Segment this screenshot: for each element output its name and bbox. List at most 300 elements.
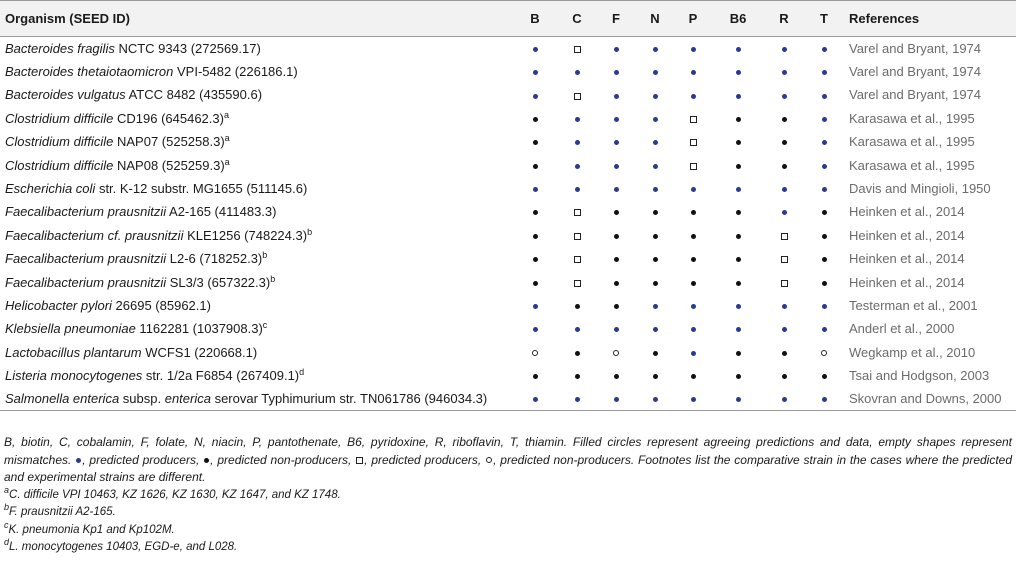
strain-id: str. 1/2a F6854 (267409.1)	[142, 368, 300, 384]
vitamin-cell	[804, 341, 844, 364]
table-row	[0, 317, 1016, 340]
blue-dot-icon	[822, 47, 827, 52]
header-t: T	[804, 1, 844, 37]
black-dot-icon	[575, 351, 580, 356]
vitamin-cell	[512, 341, 558, 364]
empty-square-icon	[356, 457, 363, 464]
vitamin-cell	[674, 270, 712, 293]
blue-dot-icon	[533, 397, 538, 402]
blue-dot-icon	[614, 164, 619, 169]
vitamin-cell	[512, 364, 558, 387]
blue-dot-icon	[736, 397, 741, 402]
vitamin-cell	[764, 270, 804, 293]
vitamin-cell	[596, 177, 636, 200]
vitamin-cell	[712, 247, 764, 270]
vitamin-cell	[512, 224, 558, 247]
organism-name: Clostridium difficile	[5, 134, 114, 150]
reference-cell: Varel and Bryant, 1974	[849, 40, 982, 56]
empty-square-icon	[690, 163, 697, 170]
vitamin-cell	[804, 270, 844, 293]
black-dot-icon	[736, 351, 741, 356]
black-dot-icon	[736, 117, 741, 122]
reference-cell: Anderl et al., 2000	[849, 321, 955, 337]
strain-id: NAP08 (525259.3)	[113, 157, 225, 173]
vitamin-cell	[764, 224, 804, 247]
table-header-row	[0, 1, 1016, 37]
reference-cell: Heinken et al., 2014	[849, 251, 965, 267]
blue-dot-icon	[782, 397, 787, 402]
black-dot-icon	[691, 281, 696, 286]
vitamin-cell	[764, 107, 804, 130]
vitamin-cell	[636, 177, 674, 200]
vitamin-cell	[596, 200, 636, 223]
vitamin-cell	[636, 130, 674, 153]
blue-dot-icon	[782, 70, 787, 75]
table-row	[0, 270, 1016, 293]
organism-cell	[0, 177, 512, 200]
vitamin-cell	[636, 364, 674, 387]
table-row	[0, 224, 1016, 247]
vitamin-cell	[764, 177, 804, 200]
vitamin-cell	[674, 224, 712, 247]
footnote-mark: a	[4, 484, 10, 495]
blue-dot-icon	[653, 117, 658, 122]
strain-id: CD196 (645462.3)	[113, 110, 224, 126]
black-dot-icon	[533, 210, 538, 215]
vitamin-cell	[764, 364, 804, 387]
vitamin-cell	[512, 153, 558, 176]
strain-id: KLE1256 (748224.3)	[183, 227, 308, 243]
reference-cell: Skovran and Downs, 2000	[844, 387, 1016, 410]
blue-dot-icon	[575, 187, 580, 192]
vitamin-cell	[712, 270, 764, 293]
table-row	[0, 364, 1016, 387]
footnote-ref: d	[299, 367, 305, 378]
vitamin-cell	[558, 60, 596, 83]
vitamin-cell	[596, 247, 636, 270]
empty-circle-icon	[532, 350, 538, 356]
footnote-ref: b	[262, 250, 268, 261]
black-dot-icon	[691, 374, 696, 379]
black-dot-icon	[736, 257, 741, 262]
reference-cell: Karasawa et al., 1995	[849, 134, 975, 150]
header-references: References	[844, 1, 1016, 37]
reference-cell: Tsai and Hodgson, 2003	[849, 368, 990, 384]
footnote-ref: a	[224, 133, 230, 144]
vitamin-cell	[596, 107, 636, 130]
empty-square-icon	[574, 233, 581, 240]
legend-black-text: , predicted non-producers,	[210, 452, 352, 467]
organism-cell	[0, 130, 512, 153]
footnote-ref: b	[307, 226, 313, 237]
black-dot-icon	[533, 164, 538, 169]
vitamin-cell	[712, 224, 764, 247]
black-dot-icon	[533, 257, 538, 262]
blue-dot-icon	[736, 47, 741, 52]
reference-cell: Testerman et al., 2001	[849, 297, 978, 313]
black-dot-icon	[653, 281, 658, 286]
vitamin-cell	[512, 387, 558, 410]
black-dot-icon	[691, 234, 696, 239]
vitamin-cell	[674, 60, 712, 83]
blue-dot-icon	[533, 47, 538, 52]
black-dot-icon	[822, 257, 827, 262]
organism-name: Faecalibacterium prausnitzii	[5, 251, 167, 267]
strain-id: WCFS1 (220668.1)	[141, 344, 258, 360]
black-dot-icon	[736, 374, 741, 379]
black-dot-icon	[736, 140, 741, 145]
blue-dot-icon	[822, 397, 827, 402]
strain-id: L2-6 (718252.3)	[166, 251, 263, 267]
vitamin-cell	[804, 317, 844, 340]
black-dot-icon	[533, 281, 538, 286]
reference-cell: Karasawa et al., 1995	[849, 157, 975, 173]
vitamin-cell	[712, 364, 764, 387]
organism-cell	[0, 60, 512, 83]
empty-circle-icon	[613, 350, 619, 356]
organism-name: Clostridium difficile	[5, 110, 114, 126]
vitamin-cell	[674, 130, 712, 153]
vitamin-cell	[674, 341, 712, 364]
legend-paragraph	[4, 434, 1012, 487]
vitamin-cell	[712, 60, 764, 83]
vitamin-cell	[558, 37, 596, 60]
organism-name: Klebsiella pneumoniae	[5, 321, 136, 337]
vitamin-cell	[712, 130, 764, 153]
footnote-a	[4, 484, 1012, 505]
black-dot-icon	[782, 117, 787, 122]
vitamin-cell	[674, 37, 712, 60]
vitamin-cell	[596, 294, 636, 317]
strain-id-rest: serovar Typhimurium str. TN061786 (946034.3)	[210, 391, 488, 407]
organism-cell	[0, 224, 512, 247]
black-dot-icon	[822, 210, 827, 215]
organism-cell	[0, 317, 512, 340]
strain-id: subsp.	[119, 391, 165, 407]
vitamin-cell	[636, 37, 674, 60]
vitamin-cell	[512, 177, 558, 200]
organism-name: Bacteroides thetaiotaomicron	[5, 64, 174, 80]
vitamin-cell	[512, 60, 558, 83]
blue-dot-icon	[533, 304, 538, 309]
vitamin-cell	[804, 364, 844, 387]
blue-dot-icon	[614, 70, 619, 75]
vitamin-cell	[596, 387, 636, 410]
black-dot-icon	[614, 281, 619, 286]
organism-name: Faecalibacterium prausnitzii	[5, 204, 167, 220]
footnote-text: L. monocytogenes 10403, EGD-e, and L028.	[9, 541, 238, 553]
vitamin-cell	[804, 130, 844, 153]
blue-dot-icon	[822, 304, 827, 309]
blue-dot-icon	[782, 304, 787, 309]
footnote-text: F. prausnitzii A2-165.	[9, 506, 116, 518]
vitamin-cell	[512, 247, 558, 270]
black-dot-icon	[575, 374, 580, 379]
vitamin-cell	[712, 341, 764, 364]
blue-dot-icon	[575, 327, 580, 332]
blue-dot-icon	[691, 187, 696, 192]
vitamin-cell	[596, 270, 636, 293]
blue-dot-icon	[822, 164, 827, 169]
strain-id: SL3/3 (657322.3)	[166, 274, 271, 290]
organism-name: Bacteroides fragilis	[5, 40, 115, 56]
reference-cell: Heinken et al., 2014	[849, 274, 965, 290]
vitamin-cell	[804, 294, 844, 317]
black-dot-icon	[614, 257, 619, 262]
strain-id: 1162281 (1037908.3)	[135, 321, 263, 337]
blue-dot-icon	[782, 187, 787, 192]
vitamin-cell	[558, 317, 596, 340]
blue-dot-icon	[614, 47, 619, 52]
vitamin-cell	[804, 387, 844, 410]
vitamin-cell	[804, 200, 844, 223]
organism-cell	[0, 247, 512, 270]
black-dot-icon	[575, 304, 580, 309]
blue-dot-icon	[575, 397, 580, 402]
blue-dot-icon	[76, 458, 81, 463]
organism-cell	[0, 107, 512, 130]
organism-cell	[0, 83, 512, 106]
organism-name: Helicobacter pylori	[5, 297, 112, 313]
black-dot-icon	[782, 140, 787, 145]
vitamin-cell	[596, 317, 636, 340]
strain-id: A2-165 (411483.3)	[166, 204, 277, 220]
empty-circle-icon	[486, 457, 492, 463]
organism-name: Escherichia coli	[5, 181, 96, 197]
empty-square-icon	[781, 233, 788, 240]
header-c: C	[558, 1, 596, 37]
vitamin-cell	[804, 60, 844, 83]
blue-dot-icon	[822, 94, 827, 99]
footnote-ref: a	[223, 109, 229, 120]
vitamin-cell	[712, 83, 764, 106]
header-organism: Organism (SEED ID)	[0, 1, 512, 37]
black-dot-icon	[782, 164, 787, 169]
blue-dot-icon	[782, 327, 787, 332]
vitamin-cell	[674, 153, 712, 176]
black-dot-icon	[653, 374, 658, 379]
blue-dot-icon	[822, 327, 827, 332]
black-dot-icon	[614, 210, 619, 215]
black-dot-icon	[782, 374, 787, 379]
legend-circle-text: , predicted non-producers. Footnotes list the comparative strain in the cases where the predicted and experimental strains are different.	[4, 452, 1013, 484]
table-body	[0, 37, 1016, 411]
blue-dot-icon	[736, 70, 741, 75]
vitamin-cell	[804, 247, 844, 270]
vitamin-cell	[636, 387, 674, 410]
vitamin-cell	[764, 60, 804, 83]
strain-id: VPI-5482 (226186.1)	[173, 64, 298, 80]
header-n: N	[636, 1, 674, 37]
vitamin-cell	[764, 387, 804, 410]
subspecies-name: enterica	[164, 391, 211, 407]
organism-cell	[0, 37, 512, 60]
vitamin-cell	[636, 341, 674, 364]
blue-dot-icon	[614, 94, 619, 99]
vitamin-cell	[804, 177, 844, 200]
table-row	[0, 83, 1016, 106]
table-row	[0, 294, 1016, 317]
table-row	[0, 387, 1016, 410]
organism-cell	[0, 200, 512, 223]
black-dot-icon	[691, 210, 696, 215]
footnote-text: C. difficile VPI 10463, KZ 1626, KZ 1630, KZ 1647, and KZ 1748.	[9, 488, 341, 501]
table-row	[0, 341, 1016, 364]
vitamin-cell	[512, 317, 558, 340]
table-footnotes	[4, 434, 1012, 557]
vitamin-cell	[712, 294, 764, 317]
vitamin-cell	[712, 387, 764, 410]
footnote-text: K. pneumonia Kp1 and Kp102M.	[8, 523, 175, 536]
blue-dot-icon	[614, 187, 619, 192]
vitamin-cell	[804, 224, 844, 247]
vitamin-cell	[596, 83, 636, 106]
vitamin-cell	[596, 224, 636, 247]
black-dot-icon	[533, 374, 538, 379]
reference-cell: Davis and Mingioli, 1950	[849, 181, 991, 197]
black-dot-icon	[614, 304, 619, 309]
blue-dot-icon	[614, 117, 619, 122]
blue-dot-icon	[575, 164, 580, 169]
vitamin-cell	[674, 247, 712, 270]
black-dot-icon	[822, 374, 827, 379]
empty-square-icon	[690, 116, 697, 123]
vitamin-cell	[674, 294, 712, 317]
blue-dot-icon	[653, 397, 658, 402]
organism-name: Faecalibacterium cf. prausnitzii	[5, 227, 184, 243]
vitamin-cell	[712, 177, 764, 200]
vitamin-cell	[636, 294, 674, 317]
vitamin-cell	[512, 37, 558, 60]
blue-dot-icon	[822, 117, 827, 122]
vitamin-cell	[558, 200, 596, 223]
blue-dot-icon	[653, 304, 658, 309]
vitamin-cell	[764, 341, 804, 364]
black-dot-icon	[653, 257, 658, 262]
organism-name: Lactobacillus plantarum	[5, 344, 142, 360]
empty-circle-icon	[821, 350, 827, 356]
vitamin-cell	[558, 270, 596, 293]
blue-dot-icon	[653, 70, 658, 75]
vitamin-cell	[764, 247, 804, 270]
blue-dot-icon	[691, 304, 696, 309]
table-row	[0, 107, 1016, 130]
vitamin-cell	[764, 317, 804, 340]
organism-name: Salmonella enterica	[5, 391, 120, 407]
blue-dot-icon	[822, 140, 827, 145]
vitamin-cell	[804, 107, 844, 130]
vitamin-cell	[674, 177, 712, 200]
black-dot-icon	[822, 281, 827, 286]
empty-square-icon	[690, 139, 697, 146]
vitamin-cell	[674, 317, 712, 340]
organism-cell	[0, 387, 512, 410]
footnote-mark: d	[4, 537, 10, 547]
footnote-ref: b	[270, 273, 276, 284]
blue-dot-icon	[614, 397, 619, 402]
vitamin-cell	[674, 83, 712, 106]
table-row	[0, 37, 1016, 60]
legend-square-text: , predicted producers,	[364, 452, 482, 467]
vitamin-cell	[674, 200, 712, 223]
black-dot-icon	[533, 117, 538, 122]
header-r: R	[764, 1, 804, 37]
table-row	[0, 247, 1016, 270]
blue-dot-icon	[691, 351, 696, 356]
vitamin-cell	[764, 200, 804, 223]
blue-dot-icon	[782, 210, 787, 215]
vitamin-cell	[558, 364, 596, 387]
table-row	[0, 60, 1016, 83]
black-dot-icon	[653, 210, 658, 215]
vitamin-cell	[558, 107, 596, 130]
vitamin-cell	[596, 130, 636, 153]
vitamin-cell	[636, 83, 674, 106]
blue-dot-icon	[614, 327, 619, 332]
table-row	[0, 200, 1016, 223]
vitamin-cell	[804, 153, 844, 176]
blue-dot-icon	[691, 94, 696, 99]
organism-cell	[0, 153, 512, 176]
vitamin-cell	[558, 224, 596, 247]
vitamin-cell	[558, 247, 596, 270]
vitamin-cell	[636, 270, 674, 293]
vitamin-cell	[674, 387, 712, 410]
table-row	[0, 177, 1016, 200]
footnote-d	[4, 539, 1012, 557]
blue-dot-icon	[653, 94, 658, 99]
vitamin-cell	[674, 107, 712, 130]
vitamin-cell	[636, 60, 674, 83]
legend-blue-text: , predicted producers,	[82, 452, 200, 467]
vitamin-cell	[512, 107, 558, 130]
reference-cell: Varel and Bryant, 1974	[849, 87, 982, 103]
strain-id: 26695 (85962.1)	[111, 297, 211, 313]
black-dot-icon	[614, 374, 619, 379]
vitamin-cell	[596, 364, 636, 387]
footnote-ref: c	[262, 320, 268, 331]
blue-dot-icon	[533, 187, 538, 192]
black-dot-icon	[653, 234, 658, 239]
vitamin-cell	[512, 294, 558, 317]
footnote-mark: c	[4, 519, 9, 530]
blue-dot-icon	[691, 47, 696, 52]
vitamin-cell	[512, 130, 558, 153]
empty-square-icon	[781, 280, 788, 287]
header-b: B	[512, 1, 558, 37]
vitamin-cell	[764, 37, 804, 60]
vitamin-cell	[804, 83, 844, 106]
footnote-mark: b	[4, 502, 10, 512]
black-dot-icon	[782, 351, 787, 356]
blue-dot-icon	[782, 94, 787, 99]
strain-id: ATCC 8482 (435590.6)	[125, 87, 263, 103]
vitamin-cell	[804, 37, 844, 60]
blue-dot-icon	[653, 187, 658, 192]
black-dot-icon	[736, 210, 741, 215]
vitamin-cell	[596, 37, 636, 60]
footnote-b	[4, 504, 1012, 522]
vitamin-cell	[712, 153, 764, 176]
blue-dot-icon	[533, 70, 538, 75]
blue-dot-icon	[822, 187, 827, 192]
blue-dot-icon	[575, 70, 580, 75]
vitamin-cell	[636, 200, 674, 223]
blue-dot-icon	[533, 327, 538, 332]
vitamin-cell	[512, 270, 558, 293]
vitamin-cell	[558, 83, 596, 106]
vitamin-cell	[712, 107, 764, 130]
